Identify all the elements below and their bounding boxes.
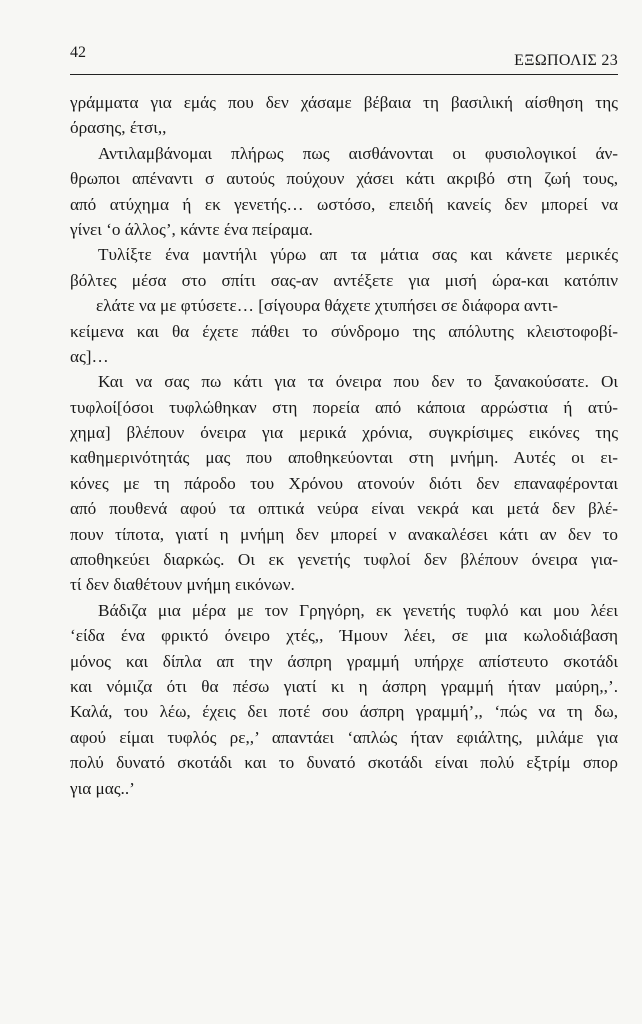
text-line: Και να σας πω κάτι για τα όνειρα που δεν το ξανακούσατε. Οι [98,372,618,392]
text-line: θρωποι απέναντι σ αυτούς πούχουν χάσει κάτι ακριβό στη ζωή τους, [70,169,618,189]
page-header [70,44,618,69]
text-line: ας]… [70,346,109,366]
text-line: αφού είμαι τυφλός ρε,,’ απαντάει ‘απλώς ήταν εφιάλτης, μιλάμε για [70,727,618,747]
page-number: 42 [70,44,86,61]
body-text [70,90,618,801]
text-line: γράμματα για εμάς που δεν χάσαμε βέβαια τη βασιλική αίσθηση της [70,93,618,112]
text-line: για μας..’ [70,778,135,798]
text-line: βόλτες μέσα στο σπίτι σας-αν αντέξετε για μισή ώρα-και κατόπιν [70,270,618,290]
text-line: ελάτε να με φτύσετε… [σίγουρα θάχετε χτυπήσει σε διάφορα αντι- [96,296,558,316]
book-page [70,44,618,798]
running-title: ΕΞΩΠΟΛΙΣ 23 [514,52,618,69]
text-line: πολύ δυνατό σκοτάδι και το δυνατό σκοτάδι είναι πολύ εξτρίμ σπορ [70,753,618,773]
text-line: μόνος και δίπλα απ την άσπρη γραμμή υπήρχε απίστευτο σκοτάδι [70,651,618,671]
text-line: από ατύχημα ή εκ γενετής… ωστόσο, επειδή κανείς δεν μπορεί να [70,194,618,214]
text-line: κόνες με τη πάροδο του Χρόνου ατονούν διότι δεν επαναφέρονται [70,473,618,493]
text-line: τυφλοί[όσοι τυφλώθηκαν στη πορεία από κάποια αρρώστια ή ατύ- [70,397,618,417]
text-line: καθημερινότητάς μας που αποθηκεύονται στη μνήμη. Αυτές οι ει- [70,448,618,468]
text-line: κείμενα και θα έχετε πάθει το σύνδρομο της απόλυτης κλειστοφοβί- [70,321,618,341]
text-line: Βάδιζα μια μέρα με τον Γρηγόρη, εκ γενετής τυφλό και μου λέει [98,600,618,620]
text-line: γίνει ‘ο άλλος’, κάντε ένα πείραμα. [70,219,313,239]
text-line: Καλά, του λέω, έχεις δει ποτέ σου άσπρη γραμμή’,, ‘πώς να τη δω, [70,702,618,722]
text-line: από πουθενά αφού τα οπτικά νεύρα είναι νεκρά και μετά δεν βλέ- [70,499,618,519]
text-line: πουν τίποτα, γιατί η μνήμη δεν μπορεί ν ανακαλέσει κάτι αν δεν το [70,524,618,544]
text-line: τί δεν διαθέτουν μνήμη εικόνων. [70,575,295,595]
text-line: αποθηκεύει διαρκώς. Οι εκ γενετής τυφλοί δεν βλέπουν όνειρα για- [70,550,618,570]
text-line: χημα] βλέπουν όνειρα για μερικά χρόνια, συγκρίσιμες εικόνες της [70,423,618,443]
text-line: Αντιλαμβάνομαι πλήρως πως αισθάνονται οι φυσιολογικοί άν- [98,143,618,163]
text-line: και νόμιζα ότι θα πέσω γιατί κι η άσπρη γραμμή ήταν μαύρη,,’. [70,676,618,696]
header-rule [70,74,618,75]
text-line: όρασης, έτσι,, [70,118,167,138]
text-line: ‘είδα ένα φρικτό όνειρο χτές,, Ήμουν λέει, σε μια κωλοδιάβαση [70,626,618,646]
text-line: Τυλίξτε ένα μαντήλι γύρω απ τα μάτια σας και κάνετε μερικές [98,245,618,265]
